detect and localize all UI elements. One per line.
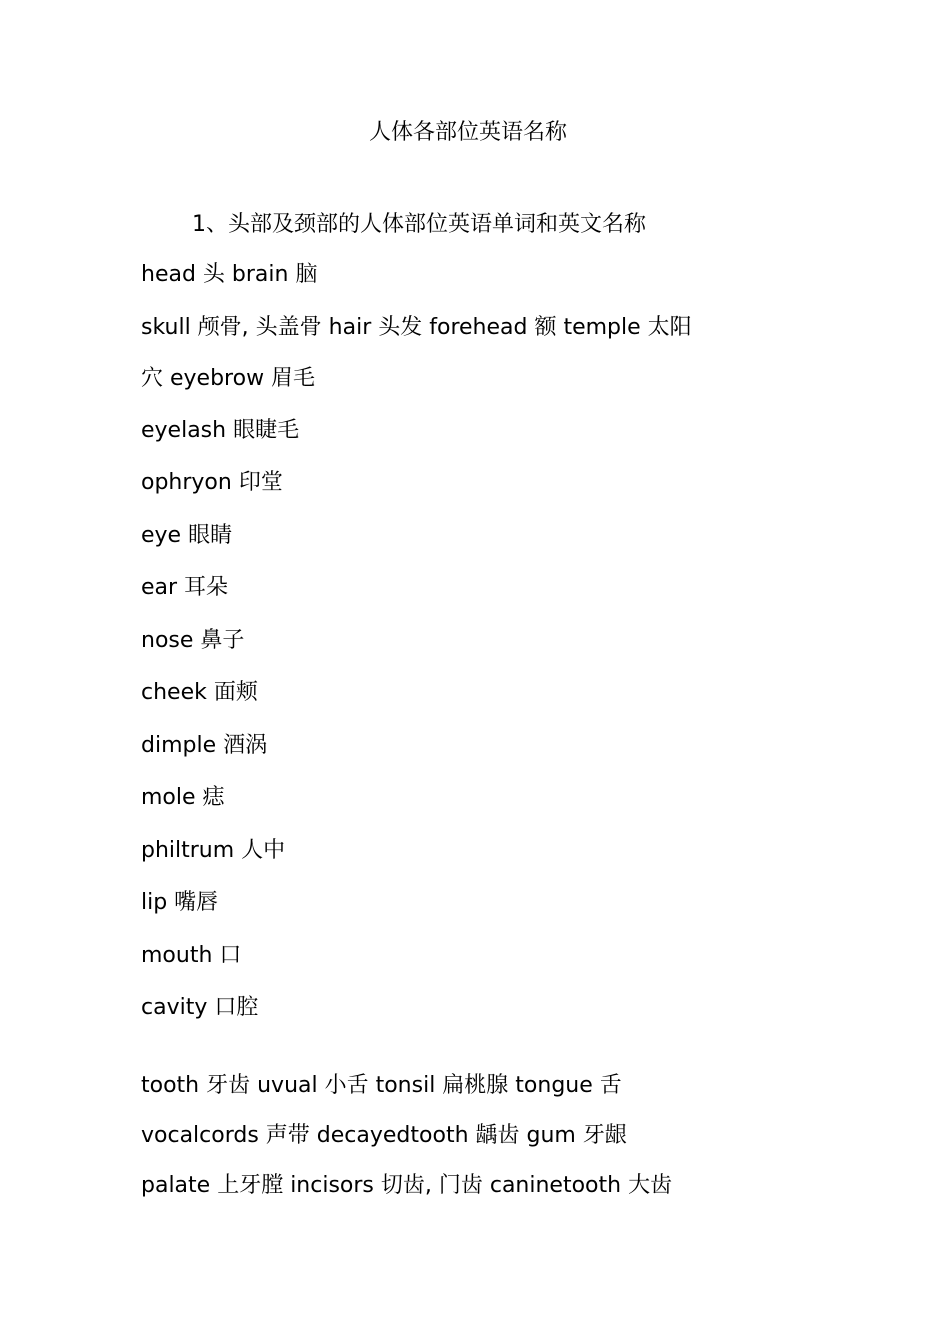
text-line: vocalcords 声带 decayedtooth 龋齿 gum 牙龈	[141, 1123, 627, 1148]
text-line: head 头 brain 脑	[141, 262, 318, 287]
text-line: nose 鼻子	[141, 628, 245, 653]
document-title: 人体各部位英语名称	[368, 120, 567, 145]
text-line: palate 上牙膛 incisors 切齿, 门齿 caninetooth 大齿	[141, 1173, 673, 1198]
text-line: ophryon 印堂	[141, 470, 283, 495]
text-line: tooth 牙齿 uvual 小舌 tonsil 扁桃腺 tongue 舌	[141, 1073, 622, 1098]
text-line: skull 颅骨, 头盖骨 hair 头发 forehead 额 temple 太阳	[141, 315, 692, 340]
text-line: cheek 面颊	[141, 680, 258, 705]
text-line: mole 痣	[141, 785, 225, 810]
text-line: lip 嘴唇	[141, 890, 219, 915]
text-line: mouth 口	[141, 943, 242, 968]
text-line: philtrum 人中	[141, 838, 286, 863]
text-line: dimple 酒涡	[141, 733, 268, 758]
text-line: cavity 口腔	[141, 995, 259, 1020]
text-line: eye 眼睛	[141, 523, 233, 548]
text-line: eyelash 眼睫毛	[141, 418, 300, 443]
section-heading: 1、头部及颈部的人体部位英语单词和英文名称	[192, 212, 646, 237]
text-line: 穴 eyebrow 眉毛	[141, 366, 316, 391]
text-line: ear 耳朵	[141, 575, 229, 600]
